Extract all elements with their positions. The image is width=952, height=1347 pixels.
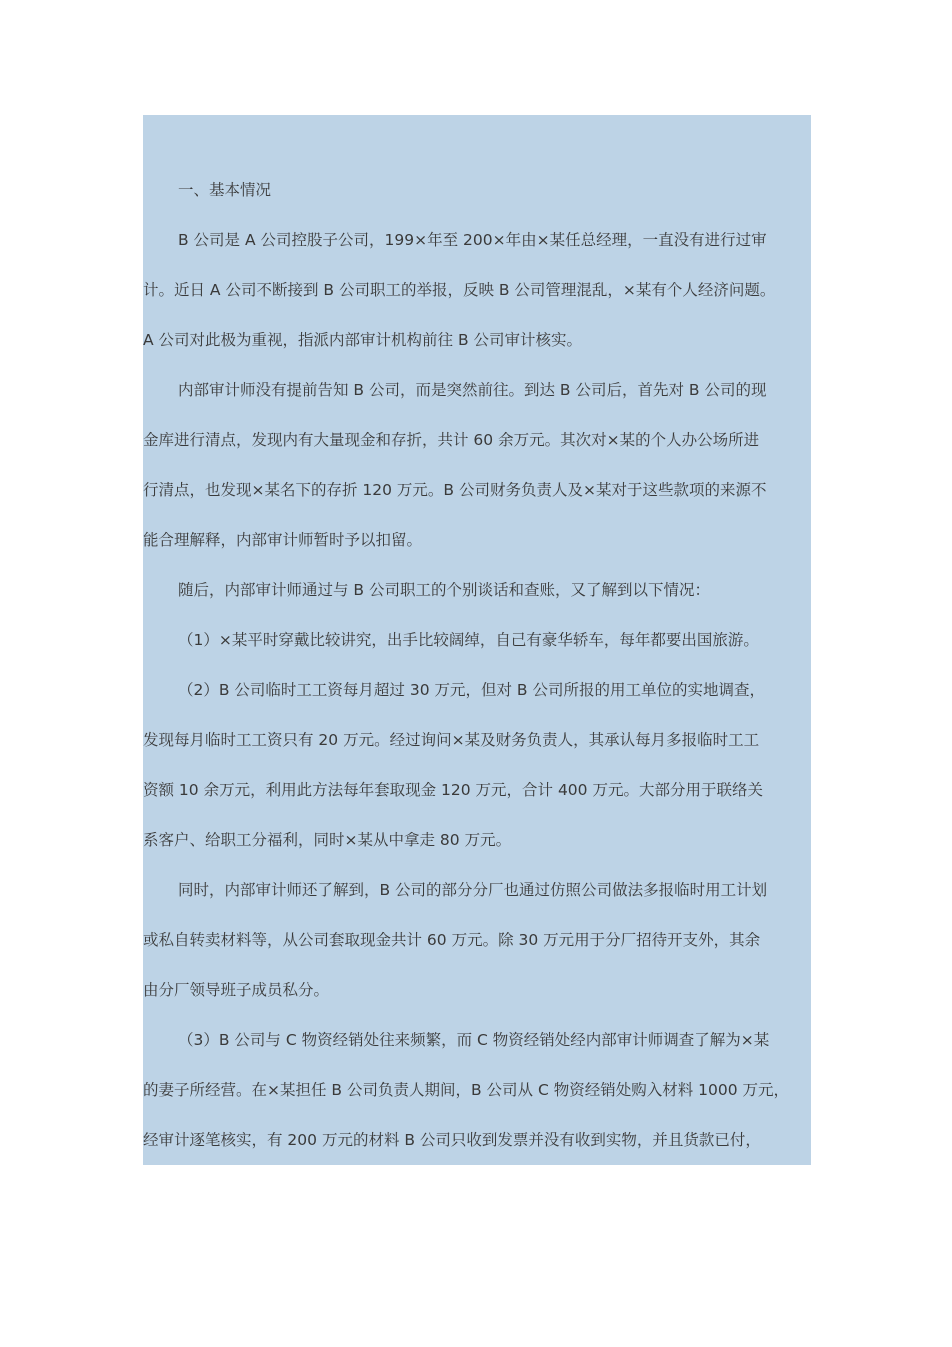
text-line: 金库进行清点，发现内有大量现金和存折，共计 60 余万元。其次对×某的个人办公场所进	[143, 431, 760, 449]
text-line: 的妻子所经营。在×某担任 B 公司负责人期间，B 公司从 C 物资经销处购入材料 1000 万元，	[143, 1081, 790, 1099]
text-line: 行清点，也发现×某名下的存折 120 万元。B 公司财务负责人及×某对于这些款项的来源不	[143, 481, 767, 499]
text-line: 能合理解释，内部审计师暂时予以扣留。	[143, 531, 423, 549]
text-line: 或私自转卖材料等，从公司套取现金共计 60 万元。除 30 万元用于分厂招待开支外，其余	[143, 931, 761, 949]
text-line: 系客户、给职工分福利，同时×某从中拿走 80 万元。	[143, 831, 512, 849]
text-line: （3）B 公司与 C 物资经销处往来频繁，而 C 物资经销处经内部审计师调查了解为×某	[178, 1031, 770, 1049]
text-line: 内部审计师没有提前告知 B 公司，而是突然前往。到达 B 公司后，首先对 B 公司的现	[178, 381, 767, 399]
text-line: （2）B 公司临时工工资每月超过 30 万元，但对 B 公司所报的用工单位的实地调查，	[178, 681, 765, 699]
text-line: 随后，内部审计师通过与 B 公司职工的个别谈话和查账，又了解到以下情况：	[178, 581, 710, 599]
text-line: 一、基本情况	[178, 181, 272, 199]
text-line: 发现每月临时工工资只有 20 万元。经过询问×某及财务负责人，其承认每月多报临时工工	[143, 731, 760, 749]
text-line: 计。近日 A 公司不断接到 B 公司职工的举报，反映 B 公司管理混乱，×某有个人经济问题。	[143, 281, 776, 299]
text-line: B 公司是 A 公司控股子公司，199×年至 200×年由×某任总经理，一直没有进行过审	[178, 231, 767, 249]
text-line: 经审计逐笔核实，有 200 万元的材料 B 公司只收到发票并没有收到实物，并且货款已付，	[143, 1131, 761, 1149]
text-line: （1）×某平时穿戴比较讲究，出手比较阔绰，自己有豪华轿车，每年都要出国旅游。	[178, 631, 759, 649]
text-line: 资额 10 余万元，利用此方法每年套取现金 120 万元，合计 400 万元。大部分用于联络关	[143, 781, 763, 799]
text-line: 由分厂领导班子成员私分。	[143, 981, 330, 999]
document-text-block	[143, 115, 811, 1165]
text-line: 同时，内部审计师还了解到，B 公司的部分分厂也通过仿照公司做法多报临时用工计划	[178, 881, 768, 899]
text-line: A 公司对此极为重视，指派内部审计机构前往 B 公司审计核实。	[143, 331, 583, 349]
